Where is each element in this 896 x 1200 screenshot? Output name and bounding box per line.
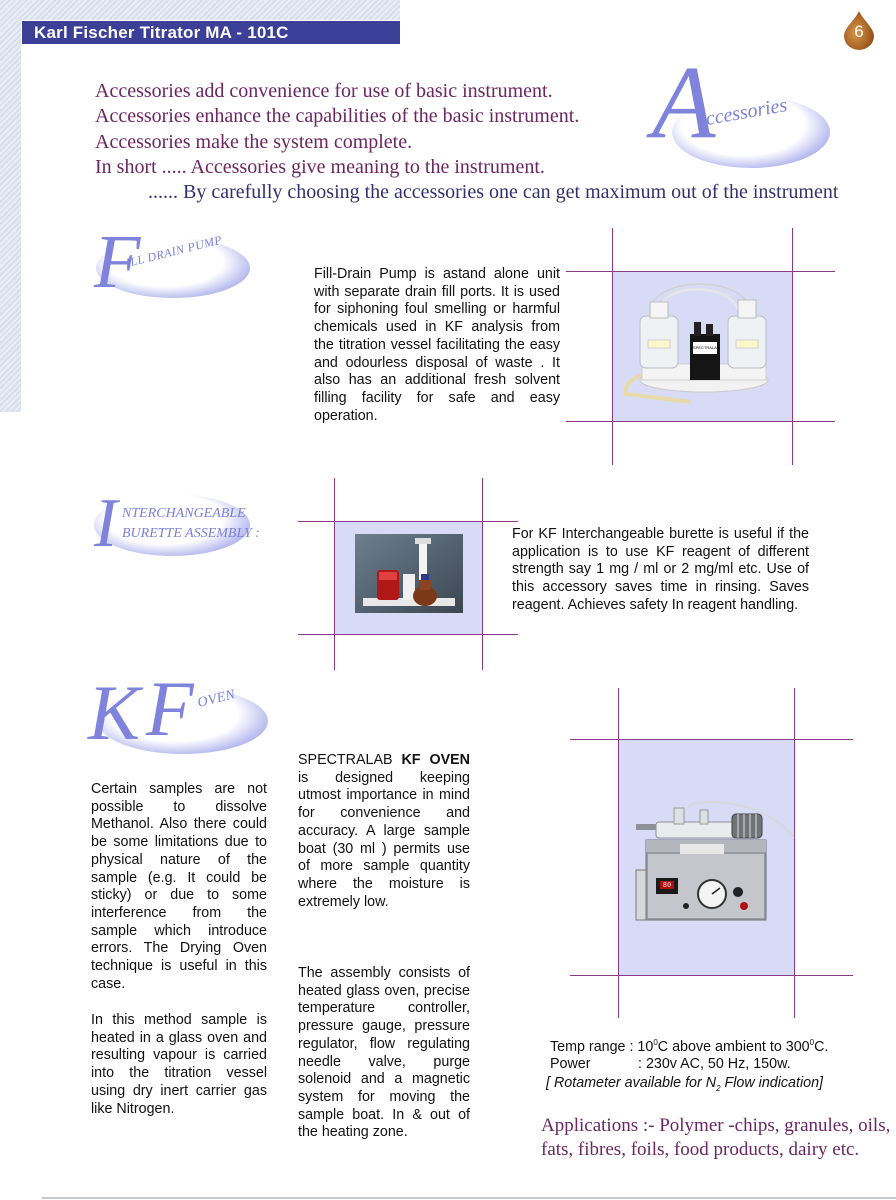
temp-range-label: Temp range — [550, 1038, 626, 1055]
burette-logo-line1: NTERCHANGEABLE — [122, 506, 246, 521]
footer-rule — [42, 1197, 896, 1199]
crop-mark — [298, 634, 518, 635]
kf-oven-controller-readout: 80 — [662, 881, 672, 889]
rotameter-pre: [ Rotameter available for N — [546, 1075, 717, 1091]
kf-oven-logo-text: OVEN — [196, 687, 238, 712]
rotameter-post: Flow indication] — [720, 1075, 824, 1091]
crop-mark — [612, 228, 613, 465]
crop-mark — [482, 478, 483, 670]
intro-line-3: Accessories make the system complete. — [95, 131, 413, 153]
burette-logo — [88, 485, 318, 562]
crop-mark — [334, 478, 335, 670]
crop-mark — [618, 688, 619, 1018]
rotameter-sub: 2 — [716, 1083, 721, 1093]
kf-oven-rotameter-note — [546, 1075, 823, 1093]
intro-line-2: Accessories enhance the capabilities of the basic instrument. — [95, 105, 580, 127]
temp-range-mid: C above ambient to 300 — [657, 1038, 810, 1055]
page-title: Karl Fischer Titrator MA - 101C — [22, 21, 400, 44]
kf-oven-middle-para-2: The assembly consists of heated glass oven, precise temperature controller, pressure gauge, pressure regulator, flow regulating needle valve, purge solenoid and a magnetic system for moving the sample boat. In & out of the heating zone. — [298, 965, 470, 1141]
fill-drain-device-label: SPECTRALAB — [693, 345, 720, 350]
crop-mark — [792, 228, 793, 465]
crop-mark — [566, 421, 835, 422]
fill-drain-logo-initial: F — [94, 220, 141, 304]
fill-drain-logo-text: ILL DRAIN PUMP — [124, 232, 224, 271]
kf-oven-applications: Applications :- Polymer -chips, granules, oils, fats, fibres, foils, food products, dairy etc. — [541, 1115, 891, 1160]
side-texture — [0, 0, 21, 412]
accessories-logo — [650, 45, 840, 172]
accessories-logo-initial: A — [652, 45, 716, 160]
burette-logo-initial: I — [94, 485, 118, 562]
degree-symbol: 0 — [653, 1038, 658, 1047]
burette-description: For KF Interchangeable burette is useful if the application is to use KF reagent of different strength say 1 mg / ml or 2 mg/ml etc. Use of this accessory saves time in rinsing. Saves reagent. Achieves safety In reagent handling. — [512, 526, 809, 613]
power-value: : 230v AC, 50 Hz, 150w. — [638, 1056, 791, 1072]
degree-symbol: 0 — [809, 1038, 815, 1047]
burette-assembly-photo — [355, 534, 463, 613]
kf-oven-logo-initial-f: F — [146, 665, 194, 752]
intro-line-4: In short ..... Accessories give meaning to the instrument. — [95, 156, 545, 178]
crop-mark — [566, 271, 835, 272]
kf-oven-left-para-1: Certain samples are not possible to dissolve Methanol. Also there could be some limitations due to physical nature of the sample (e.g. It could be sticky) or due to some interference from the sample which introduce errors. The Drying Oven technique is useful in this case. — [91, 781, 267, 992]
kf-oven-left-para-2: In this method sample is heated in a glass oven and resulting vapour is carried into the titration vessel using dry inert carrier gas like Nitrogen. — [91, 1012, 267, 1117]
accessories-logo-text: ccessories — [704, 94, 789, 131]
crop-mark — [298, 521, 518, 522]
power-label: Power — [550, 1056, 591, 1072]
intro-line-1: Accessories add convenience for use of basic instrument. — [95, 80, 553, 102]
kf-oven-middle-para-1 — [298, 752, 470, 911]
kf-oven-brand-product: KF OVEN — [401, 752, 470, 768]
crop-mark — [570, 975, 853, 976]
temp-range-suffix: C. — [814, 1038, 829, 1055]
kf-oven-brand: SPECTRALAB — [298, 752, 393, 768]
kf-oven-photo — [634, 800, 806, 930]
kf-oven-temp-range — [550, 1038, 828, 1055]
fill-drain-logo — [90, 220, 280, 304]
page-number: 6 — [854, 22, 864, 41]
kf-oven-logo-initial-k: K — [88, 669, 141, 756]
header-texture — [0, 0, 400, 20]
burette-logo-oval — [94, 494, 250, 556]
kf-oven-logo — [88, 665, 288, 760]
kf-oven-description: is designed keeping utmost importance in mind for convenience and accuracy. A large sample boat (30 ml ) permits use of more sample quantity where the moisture is extremely low. — [298, 769, 470, 910]
crop-mark — [570, 739, 853, 740]
burette-logo-line2: BURETTE ASSEMBLY : — [122, 526, 260, 541]
temp-range-prefix: : 10 — [629, 1038, 654, 1055]
kf-oven-power — [550, 1056, 791, 1072]
intro-closing: ...... By carefully choosing the accessories one can get maximum out of the instrument — [148, 181, 839, 203]
fill-drain-description: Fill-Drain Pump is astand alone unit with separate drain fill ports. It is used for siphoning foul smelling or harmful chemicals used in KF analysis from the titration vessel facilitating the easy and odourless disposal of waste . It also has an additional fresh solvent filling facility for safe and easy operation. — [314, 266, 560, 424]
